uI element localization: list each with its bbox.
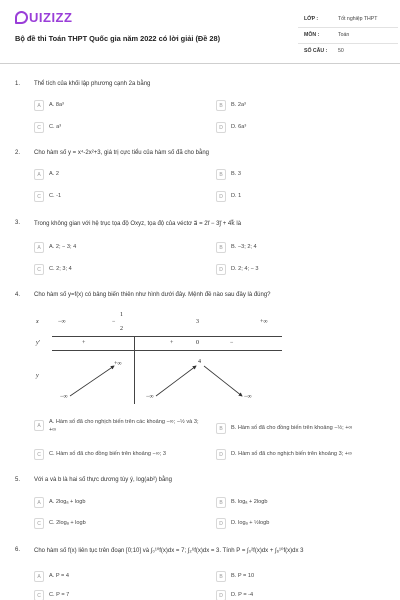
option-text: B. Hàm số đã cho đồng biến trên khoảng −½; +∞	[231, 425, 353, 431]
option-text: A. 8a³	[49, 102, 64, 108]
option-letter: B	[216, 100, 226, 111]
table-yp-plus2: +	[170, 340, 174, 346]
option-text: A. 2	[49, 171, 59, 177]
option-text: C. Hàm số đã cho đồng biến trên khoảng −∞; 3	[49, 451, 167, 457]
question-text: Trong không gian với hệ trục tọa độ Oxyz, tọa độ của véctơ a⃗ = 2i⃗ − 3j⃗ + 4k⃗ là	[34, 221, 242, 227]
meta-label: MÔN :	[304, 32, 320, 38]
option-text: D. Hàm số đã cho nghịch biến trên khoảng 3; +∞	[231, 451, 353, 457]
option-text: A. 2; − 3; 4	[49, 244, 77, 250]
table-x-label: x	[36, 319, 39, 325]
variation-arrows	[34, 310, 284, 405]
table-x-three: 3	[196, 319, 199, 325]
meta-row-subject	[298, 28, 398, 44]
meta-panel	[298, 12, 398, 60]
option-letter: A	[34, 100, 44, 111]
option-text: C. 2; 3; 4	[49, 266, 72, 272]
option-text: B. P = 10	[231, 573, 255, 579]
question-text: Cho hàm số y=f(x) có bảng biến thiên như hình dưới đây. Mệnh đề nào sau đây là đúng?	[34, 292, 271, 298]
table-x-pos-inf: +∞	[260, 319, 268, 325]
option-letter: C	[34, 122, 44, 133]
table-yp-plus: +	[82, 340, 86, 346]
option-text: B. −3; 2; 4	[231, 244, 257, 250]
table-x-half-den: 2	[120, 326, 123, 332]
logo-text: UIZIZZ	[29, 10, 73, 25]
option-letter: D	[216, 191, 226, 202]
document-title: Bộ đề thi Toán THPT Quốc gia năm 2022 có lời giải (Đề 28)	[15, 34, 221, 43]
meta-row-count	[298, 44, 398, 60]
meta-row-class	[298, 12, 398, 28]
table-yp-zero: 0	[196, 340, 199, 346]
option-text: B. 2a³	[231, 102, 246, 108]
table-y-bot-left: −∞	[60, 394, 68, 400]
meta-value: Toán	[338, 32, 350, 38]
option-text: D. logₐ + ½logb	[231, 520, 270, 526]
table-y-bot-mid: −∞	[146, 394, 154, 400]
meta-label: SỐ CÂU :	[304, 48, 328, 54]
table-yp-label: y'	[36, 340, 40, 346]
meta-label: LỚP :	[304, 16, 319, 22]
arrow-down-right	[204, 366, 242, 396]
option-letter: A	[34, 497, 44, 508]
arrow-up-left	[70, 366, 114, 396]
option-letter: A	[34, 420, 44, 431]
option-letter: D	[216, 122, 226, 133]
question-number: 6.	[15, 547, 21, 553]
question-text: Thể tích của khối lập phương cạnh 2a bằng	[34, 81, 151, 87]
option-letter: B	[216, 497, 226, 508]
meta-value: 50	[338, 48, 344, 54]
table-x-half-num: 1	[120, 312, 123, 318]
table-x-minus: −	[112, 319, 116, 325]
option-letter: C	[34, 449, 44, 460]
option-letter: D	[216, 590, 226, 600]
table-y-four: 4	[198, 359, 201, 365]
option-letter: C	[34, 518, 44, 529]
option-text: D. P = -4	[231, 592, 254, 598]
option-text: A. P = 4	[49, 573, 69, 579]
option-letter: C	[34, 264, 44, 275]
option-text: B. 3	[231, 171, 241, 177]
option-letter: A	[34, 169, 44, 180]
variation-table	[34, 310, 284, 405]
question-text: Với a và b là hai số thực dương tùy ý, log(ab²) bằng	[34, 477, 172, 483]
option-letter: D	[216, 449, 226, 460]
table-x-neg-inf: −∞	[58, 319, 66, 325]
option-letter: D	[216, 518, 226, 529]
option-letter: D	[216, 264, 226, 275]
option-letter: A	[34, 571, 44, 582]
table-y-top-inf: +∞	[114, 361, 122, 367]
table-y-bot-right: −∞	[244, 394, 252, 400]
option-letter: C	[34, 191, 44, 202]
option-text: D. 6a³	[231, 124, 247, 130]
table-y-label: y	[36, 373, 39, 379]
option-text: B. logₐ + 2logb	[231, 499, 268, 505]
table-yp-minus: −	[230, 340, 234, 346]
question-number: 1.	[15, 81, 21, 87]
option-text: C. P = 7	[49, 592, 70, 598]
question-text: Cho hàm số f(x) liên tục trên đoạn [0;10] và ∫₀¹⁰f(x)dx = 7; ∫₂⁶f(x)dx = 3. Tính P = ∫₀²f(x)dx + ∫₆¹⁰f(x)dx 3	[34, 548, 304, 554]
question-number: 4.	[15, 292, 21, 298]
worksheet-header	[0, 0, 400, 64]
arrow-up-mid	[156, 366, 196, 396]
question-number: 3.	[15, 220, 21, 226]
option-text: C. -1	[49, 193, 62, 199]
option-text: D. 2; 4; − 3	[231, 266, 259, 272]
option-text: A. 2logₐ + logb	[49, 499, 86, 505]
quizizz-logo	[15, 10, 72, 25]
meta-value: Tốt nghiệp THPT	[338, 16, 378, 22]
option-letter: A	[34, 242, 44, 253]
option-letter: B	[216, 423, 226, 434]
option-letter: C	[34, 590, 44, 600]
option-text: C. a³	[49, 124, 62, 130]
question-number: 5.	[15, 477, 21, 483]
question-text: Cho hàm số y = x⁴-2x²+3, giá trị cực tiểu của hàm số đã cho bằng	[34, 150, 210, 156]
question-number: 2.	[15, 150, 21, 156]
option-text: C. 2logₐ + logb	[49, 520, 86, 526]
option-letter: B	[216, 242, 226, 253]
logo-q-icon	[15, 11, 28, 24]
option-text: A. Hàm số đã cho nghịch biến trên các khoảng −∞; −½ và 3; +∞	[49, 419, 199, 433]
option-text: D. 1	[231, 193, 242, 199]
option-letter: B	[216, 571, 226, 582]
option-letter: B	[216, 169, 226, 180]
